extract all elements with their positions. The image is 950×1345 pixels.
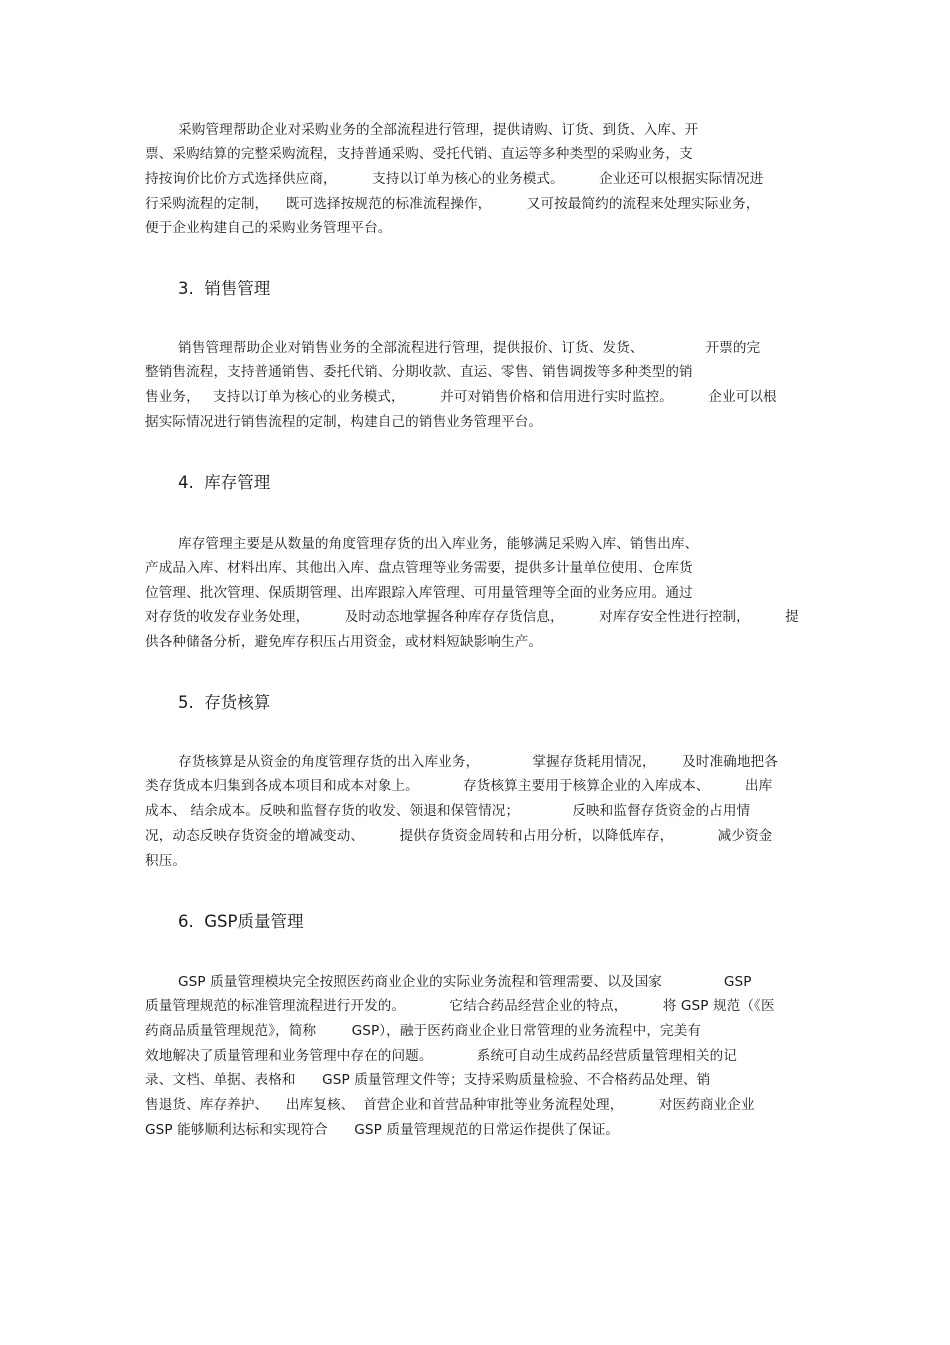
paragraph-line: 积压。 xyxy=(145,853,187,869)
paragraph-line: 质量管理规范的标准管理流程进行开发的。 它结合药品经营企业的特点， 将 GSP 规范（《医 xyxy=(145,998,775,1014)
paragraph-line: 存货核算是从资金的角度管理存货的出入库业务， 掌握存货耗用情况， 及时准确地把各 xyxy=(178,754,778,770)
paragraph-line: 录、文档、单据、表格和 GSP 质量管理文件等；支持采购质量检验、不合格药品处理、销 xyxy=(145,1072,711,1088)
paragraph-line: 便于企业构建自己的采购业务管理平台。 xyxy=(145,220,392,236)
paragraph-line: 对存货的收发存业务处理， 及时动态地掌握各种库存存货信息， 对库存安全性进行控制， 提 xyxy=(145,609,799,625)
paragraph-line: GSP 质量管理模块完全按照医药商业企业的实际业务流程和管理需要、以及国家 GSP xyxy=(178,974,752,990)
paragraph-line: 据实际情况进行销售流程的定制，构建自己的销售业务管理平台。 xyxy=(145,414,543,430)
paragraph-line: 售退货、库存养护、 出库复核、 首营企业和首营品种审批等业务流程处理， 对医药商业企业 xyxy=(145,1097,755,1113)
paragraph-line: 票、采购结算的完整采购流程，支持普通采购、受托代销、直运等多种类型的采购业务，支 xyxy=(145,146,693,162)
section-heading-stock-accounting: 5. 存货核算 xyxy=(178,693,271,712)
paragraph-line: 药商品质量管理规范》，简称 GSP），融于医药商业企业日常管理的业务流程中，完美有 xyxy=(145,1023,702,1039)
paragraph-line: 售业务， 支持以订单为核心的业务模式， 并可对销售价格和信用进行实时监控。 企业可以根 xyxy=(145,389,777,405)
paragraph-line: 况，动态反映存货资金的增减变动、 提供存货资金周转和占用分析，以降低库存， 减少资金 xyxy=(145,828,773,844)
section-heading-sales: 3. 销售管理 xyxy=(178,279,271,298)
paragraph-line: 成本、 结余成本。反映和监督存货的收发、领退和保管情况； 反映和监督存货资金的占用情 xyxy=(145,803,751,819)
paragraph-line: GSP 能够顺利达标和实现符合 GSP 质量管理规范的日常运作提供了保证。 xyxy=(145,1122,620,1138)
paragraph-line: 库存管理主要是从数量的角度管理存货的出入库业务，能够满足采购入库、销售出库、 xyxy=(178,536,699,552)
paragraph-line: 效地解决了质量管理和业务管理中存在的问题。 系统可自动生成药品经营质量管理相关的记 xyxy=(145,1048,737,1064)
paragraph-line: 行采购流程的定制， 既可选择按规范的标准流程操作， 又可按最简约的流程来处理实际业务， xyxy=(145,196,760,212)
paragraph-line: 持按询价比价方式选择供应商， 支持以订单为核心的业务模式。 企业还可以根据实际情况进 xyxy=(145,171,764,187)
paragraph-line: 整销售流程，支持普通销售、委托代销、分期收款、直运、零售、销售调拨等多种类型的销 xyxy=(145,364,693,380)
paragraph-line: 供各种储备分析，避免库存积压占用资金，或材料短缺影响生产。 xyxy=(145,634,543,650)
paragraph-line: 类存货成本归集到各成本项目和成本对象上。 存货核算主要用于核算企业的入库成本、 出库 xyxy=(145,778,773,794)
section-heading-gsp: 6. GSP质量管理 xyxy=(178,912,304,931)
paragraph-line: 采购管理帮助企业对采购业务的全部流程进行管理，提供请购、订货、到货、入库、开 xyxy=(178,122,699,138)
paragraph-line: 产成品入库、材料出库、其他出入库、盘点管理等业务需要，提供多计量单位使用、仓库货 xyxy=(145,560,693,576)
section-heading-inventory: 4. 库存管理 xyxy=(178,473,271,492)
paragraph-line: 位管理、批次管理、保质期管理、出库跟踪入库管理、可用量管理等全面的业务应用。通过 xyxy=(145,585,693,601)
paragraph-line: 销售管理帮助企业对销售业务的全部流程进行管理，提供报价、订货、发货、 开票的完 xyxy=(178,340,761,356)
